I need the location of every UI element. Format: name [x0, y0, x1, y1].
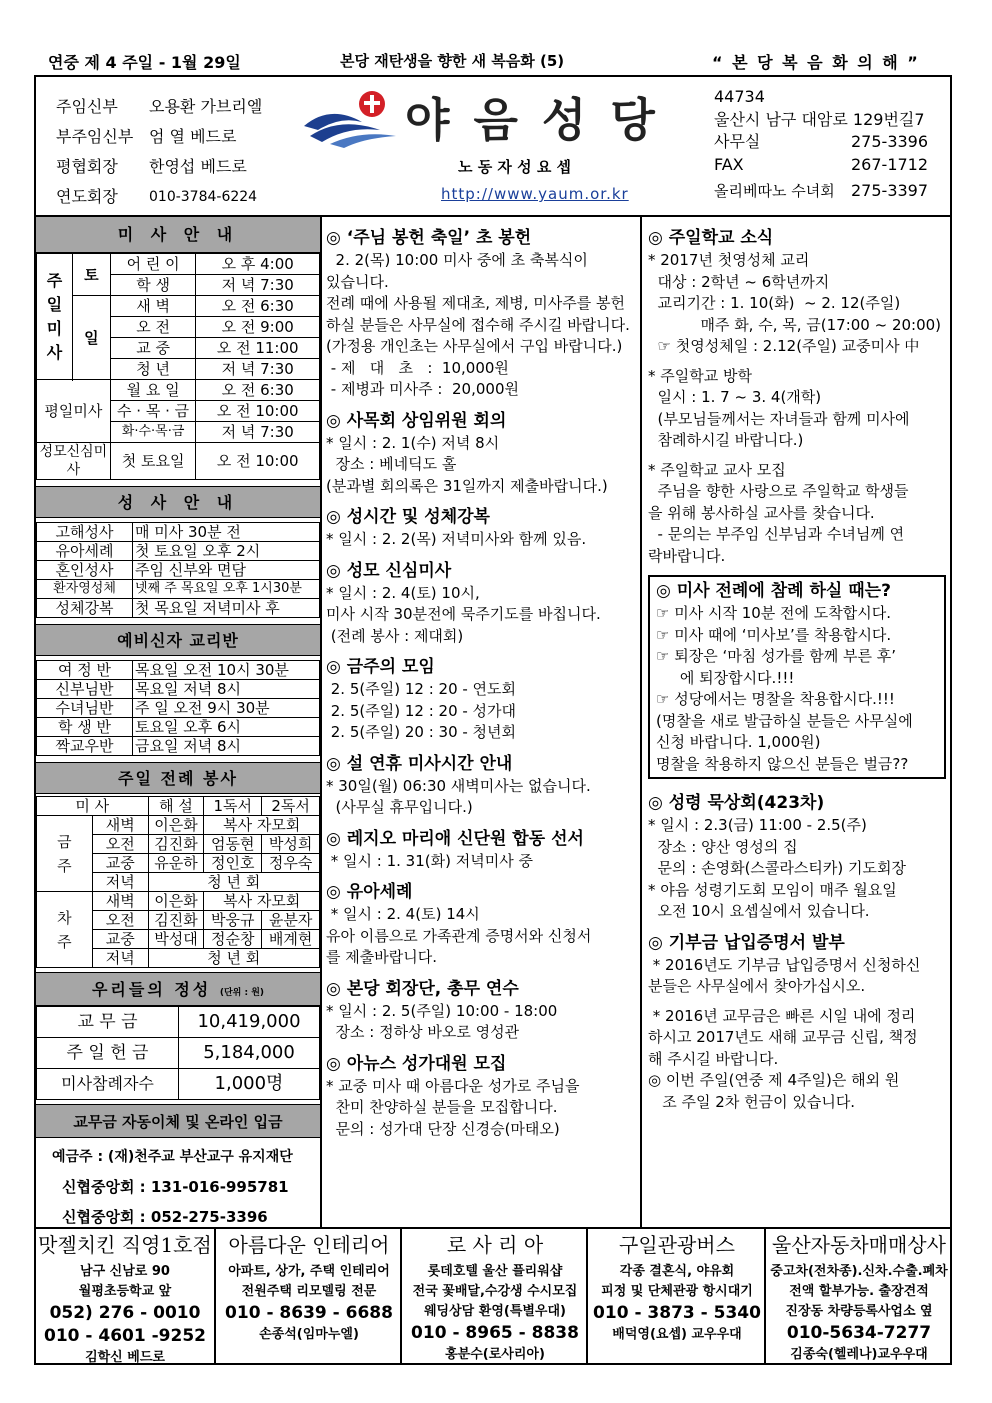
autopay-title: 교무금 자동이체 및 온라인 입금 [36, 1104, 320, 1138]
notice-line: 2. 5(주일) 20 : 30 - 청년회 [326, 723, 517, 741]
autopay-info [36, 1138, 320, 1232]
liturgy-table [36, 796, 320, 968]
staff-list [56, 92, 262, 212]
reader: 박웅규 [204, 911, 262, 930]
mass-schedule-table [36, 253, 320, 480]
notice-section [326, 827, 636, 873]
sacrament-info: 첫 목요일 저녁미사 후 [133, 599, 320, 618]
notice-heading: ◎ 성시간 및 성체강복 [326, 507, 490, 527]
parish-logo-icon [300, 86, 400, 148]
notice-line: ☞ 미사 때에 ‘미사보’를 착용합시다. [656, 625, 892, 644]
commentator: 유운하 [148, 854, 204, 873]
notice-heading: ◎ 주일학교 소식 [648, 228, 774, 248]
mass-time: 오 전 11:00 [196, 338, 320, 359]
ad-line: 010 - 8639 - 6688 [225, 1303, 393, 1323]
mass-slot: 저녁 [92, 873, 148, 892]
notice-line: (사무실 휴무입니다.) [326, 798, 473, 816]
ad-line: 아파트, 상가, 주택 인테리어 [228, 1264, 390, 1279]
mass-time: 오 후 4:00 [196, 254, 320, 275]
sacrament-info: 매 미사 30분 전 [133, 523, 320, 542]
notice-line: 매주 화, 수, 목, 금(17:00 ~ 20:00) [648, 315, 942, 334]
offering-amount: 10,419,000 [179, 1007, 320, 1038]
staff-person: 오용환 가브리엘 [149, 97, 263, 116]
ad-line: 전원주택 리모델링 전문 [241, 1284, 377, 1299]
mass-time: 저 녁 7:30 [196, 422, 320, 443]
notice-line: ☞ 첫영성체일 : 2.12(주일) 교중미사 中 [648, 337, 920, 355]
zip-code: 44734 [714, 87, 765, 106]
ad-line: 010 - 8965 - 8838 [411, 1323, 579, 1343]
notice-line: 주님을 향한 사랑으로 주일학교 학생들 [648, 482, 909, 500]
commentator: 이은화 [148, 816, 204, 835]
notice-heading: ◎ 유아세례 [326, 882, 413, 902]
advertisement [590, 1228, 766, 1365]
ad-line: 홍분수(로사리아) [445, 1347, 545, 1362]
notice-section [326, 226, 636, 401]
sunday-label: 일 [72, 296, 110, 380]
notice-line: 유아 이름으로 가족관계 증명서와 신청서 [326, 926, 592, 945]
notice-line: * 30일(월) 06:30 새벽미사는 없습니다. [326, 776, 591, 795]
notice-line: 대상 : 2학년 ~ 6학년까지 [648, 272, 830, 291]
notice-line: ☞ 성당에서는 명찰을 착용합시다.!!! [656, 690, 895, 708]
notice-heading: ◎ 성모 신심미사 [326, 560, 452, 581]
heart-mass-label: 성모신심미사 [37, 443, 111, 480]
notice-line: 분들은 사무실에서 찾아가십시오. [648, 977, 866, 995]
notice-line: * 일시 : 1. 31(화) 저녁미사 중 [326, 851, 533, 870]
notice-line: 장소 : 베네딕도 홀 [326, 455, 457, 473]
notice-section [326, 977, 636, 1044]
ad-line: 김학신 베드로 [85, 1350, 165, 1365]
mass-slot: 오전 [92, 835, 148, 854]
staff-role: 연도회장 [56, 187, 118, 206]
staff-role: 부주임신부 [56, 127, 134, 146]
notice-line: 참례하시길 바랍니다.) [648, 431, 804, 449]
mass-name: 청 년 [110, 359, 196, 380]
notice-line: 있습니다. [326, 272, 389, 291]
staff-role: 평협회장 [56, 157, 118, 176]
mass-name: 첫 토요일 [110, 443, 196, 480]
notice-line: 신청 바랍니다. 1,000원) [656, 733, 821, 751]
notice-line: 장소 : 양산 영성의 집 [648, 837, 798, 856]
class-time: 토요일 오후 6시 [133, 718, 320, 737]
offering-unit: (단위 : 원) [219, 988, 265, 998]
left-column [36, 217, 320, 1232]
reader: 복사 자모회 [204, 892, 320, 911]
notice-line: 찬미 찬양하실 분들을 모집합니다. [326, 1098, 558, 1116]
notice-line: 를 제출바랍니다. [326, 948, 437, 966]
notice-line: - 제병과 미사주 : 20,000원 [326, 380, 519, 398]
notice-heading: ◎ 미사 전례에 참례 하실 때는? [656, 581, 891, 601]
mass-slot: 교중 [92, 930, 148, 949]
divider [640, 215, 642, 1228]
ad-line: 손종석(임마누엘) [259, 1327, 359, 1342]
class-name: 수녀님반 [37, 699, 133, 718]
advertisement [768, 1228, 950, 1365]
reader: 윤분자 [262, 911, 320, 930]
commentator: 이은화 [148, 892, 204, 911]
notice-section [326, 505, 636, 551]
notice-section [326, 559, 636, 648]
advertisement [36, 1228, 216, 1365]
notice-section [326, 655, 636, 744]
office-label: 사무실 [714, 132, 761, 151]
convent-label: 올리베따노 수녀회 [714, 182, 835, 200]
notice-line: 조 주일 2차 헌금이 있습니다. [648, 1092, 856, 1111]
fax-number: 267-1712 [851, 154, 929, 174]
notice-line: * 2017년 첫영성체 교리 [648, 251, 810, 269]
offering-label: 교 무 금 [37, 1007, 179, 1038]
mass-time: 오 전 6:30 [196, 380, 320, 401]
mass-slot: 새벽 [92, 892, 148, 911]
parish-patron: 노 동 자 성 요 셉 [458, 158, 572, 176]
ad-line: 배덕영(요셉) 교우우대 [612, 1327, 742, 1342]
parish-notices-column [648, 226, 946, 1121]
advertisement [404, 1228, 588, 1365]
divider [320, 215, 322, 1228]
notice-section [326, 409, 636, 498]
col-commentary: 해 설 [148, 797, 204, 816]
catechumen-title: 예비신자 교리반 [36, 624, 320, 656]
notice-line: 명찰을 착용하지 않으신 분들은 벌금?? [656, 754, 909, 773]
ad-line: 010 - 3873 - 5340 [593, 1303, 761, 1323]
sacraments-title: 성 사 안 내 [36, 486, 320, 518]
issue-date: 연중 제 4 주일 - 1월 29일 [48, 53, 241, 72]
class-name: 학 생 반 [37, 718, 133, 737]
class-name: 여 정 반 [37, 661, 133, 680]
notice-line: 교리기간 : 1. 10(화) ~ 2. 12(주일) [648, 294, 901, 312]
mass-time: 저 녁 7:30 [196, 275, 320, 296]
mass-time: 오 전 9:00 [196, 317, 320, 338]
notice-line: (부모님들께서는 자녀들과 함께 미사에 [648, 409, 910, 428]
ad-line: 월평초등학교 앞 [78, 1284, 172, 1299]
offering-amount: 5,184,000 [179, 1038, 320, 1069]
notice-line: 오전 10시 요셉실에서 있습니다. [648, 902, 870, 920]
catechumen-table [36, 660, 320, 756]
notice-line: 장소 : 정하상 바오로 영성관 [326, 1023, 520, 1041]
notice-box [648, 575, 946, 779]
notice-line: (분과별 회의록은 31일까지 제출바랍니다.) [326, 476, 608, 495]
mass-name: 어 린 이 [110, 254, 196, 275]
address: 울산시 남구 대암로 129번길7 [714, 109, 925, 129]
col-mass: 미 사 [37, 797, 149, 816]
notice-line: 미사 시작 30분전에 묵주기도를 바칩니다. [326, 605, 601, 623]
mass-guide-title: 미 사 안 내 [36, 217, 320, 253]
mass-name: 학 생 [110, 275, 196, 296]
commentator: 김진화 [148, 835, 204, 854]
notice-section [648, 791, 946, 923]
ad-title: 맛젤치킨 직영1호점 [38, 1233, 212, 1257]
year-motto: “ 본 당 복 음 화 의 해 ” [712, 53, 920, 72]
class-time: 금요일 저녁 8시 [133, 737, 320, 756]
notice-line: 락바랍니다. [648, 546, 726, 565]
liturgy-title: 주일 전례 봉사 [36, 762, 320, 794]
notice-heading: ◎ 금주의 모임 [326, 657, 435, 677]
mass-name: 수 · 목 · 금 [110, 401, 196, 422]
fax-label: FAX [714, 154, 744, 174]
reader: 박성희 [262, 835, 320, 854]
notice-heading: ◎ 성령 묵상회(423차) [648, 793, 825, 813]
notice-line: * 야음 성령기도회 모임이 매주 월요일 [648, 880, 897, 899]
offering-amount: 1,000명 [179, 1069, 320, 1100]
ad-title: 구일관광버스 [619, 1233, 735, 1257]
sacrament-name: 환자영성체 [37, 580, 133, 599]
sacrament-info: 첫 토요일 오후 2시 [133, 542, 320, 561]
notice-line: ◎ 이번 주일(연중 제 4주일)은 해외 원 [648, 1071, 900, 1089]
ad-line: 중고차(전차종).신차.수출.폐차 [770, 1264, 948, 1279]
notice-line: 일시 : 1. 7 ~ 3. 4(개학) [648, 388, 822, 406]
ad-line: 전국 꽃배달,수강생 수시모집 [412, 1284, 578, 1299]
advertisement [218, 1228, 402, 1365]
parish-name: 야 음 성 당 [405, 93, 659, 147]
weekday-mass-label: 평일미사 [37, 380, 111, 443]
notice-line: 해 주시길 바랍니다. [648, 1049, 779, 1068]
mass-name: 오 전 [110, 317, 196, 338]
notice-line [648, 358, 946, 366]
notice-line: * 일시 : 2. 4(토) 14시 [326, 905, 480, 923]
ad-line: 052) 276 - 0010 [49, 1303, 201, 1323]
staff-role: 주임신부 [56, 97, 118, 116]
ad-line: 남구 신남로 90 [80, 1264, 170, 1279]
mass-name: 새 벽 [110, 296, 196, 317]
sacrament-name: 성체강복 [37, 599, 133, 618]
reader: 정인호 [204, 854, 262, 873]
reader: 배계현 [262, 930, 320, 949]
notice-heading: ◎ ‘주님 봉헌 축일’ 초 봉헌 [326, 228, 532, 248]
class-time: 목요일 저녁 8시 [133, 680, 320, 699]
notice-line: (가정용 개인초는 사무실에서 구입 바랍니다.) [326, 337, 623, 355]
notice-line [648, 452, 946, 460]
ad-title: 울산자동차매매상사 [772, 1233, 946, 1257]
mass-slot: 교중 [92, 854, 148, 873]
notice-heading: ◎ 기부금 납입증명서 발부 [648, 932, 845, 953]
mass-name: 화·수·목·금 [110, 422, 196, 443]
notice-line: 문의 : 성가대 단장 신경승(마태오) [326, 1119, 560, 1138]
notice-line: 2. 5(주일) 12 : 20 - 연도회 [326, 680, 517, 698]
notice-section [648, 931, 946, 1114]
evangelization-slogan: 본당 재탄생을 향한 새 복음화 (5) [340, 52, 565, 70]
staff-person: 010-3784-6224 [149, 189, 258, 205]
contact-block [714, 86, 928, 203]
mass-time: 오 전 6:30 [196, 296, 320, 317]
notice-line: 2. 5(주일) 12 : 20 - 성가대 [326, 701, 517, 720]
ad-line: 010 - 4601 -9252 [44, 1326, 206, 1346]
sacrament-info: 넷째 주 목요일 오후 1시30분 [133, 580, 320, 599]
commentator: 김진화 [148, 911, 204, 930]
col-reading1: 1독서 [204, 797, 262, 816]
offering-label: 주 일 헌 금 [37, 1038, 179, 1069]
notice-line [648, 998, 946, 1006]
ad-title: 아름다운 인테리어 [228, 1233, 390, 1257]
parish-website-link[interactable]: http://www.yaum.or.kr [441, 185, 629, 203]
class-name: 신부님반 [37, 680, 133, 699]
notice-line: * 일시 : 2. 1(수) 저녁 8시 [326, 433, 500, 452]
ad-line: 각종 결혼식, 야유회 [619, 1264, 735, 1279]
sunday-mass-label: 주 일 미 사 [37, 254, 73, 380]
notice-line: * 주일학교 방학 [648, 366, 752, 385]
notice-line: * 일시 : 2. 4(토) 10시, [326, 583, 480, 602]
notice-line: 을 위해 봉사하실 교사를 찾습니다. [648, 503, 875, 522]
ad-line: 010-5634-7277 [786, 1323, 932, 1343]
saturday-label: 토 [72, 254, 110, 296]
offering-label: 미사참례자수 [37, 1069, 179, 1100]
ad-line: 김종숙(헬레나)교우우대 [790, 1347, 928, 1362]
reader: 정순창 [204, 930, 262, 949]
news-column [326, 226, 636, 1148]
notice-line: 에 퇴장합시다.!!! [656, 668, 795, 687]
notice-line: 문의 : 손영화(스콜라스티카) 기도회장 [648, 859, 906, 877]
notice-line: * 일시 : 2. 2(목) 저녁미사와 함께 있음. [326, 530, 587, 548]
notice-line: ☞ 미사 시작 10분 전에 도착합시다. [656, 604, 892, 622]
ad-line: 웨딩상담 환영(특별우대) [424, 1304, 566, 1319]
notice-heading: ◎ 아뉴스 성가대원 모집 [326, 1053, 507, 1074]
class-time: 주 일 오전 9시 30분 [133, 699, 320, 718]
offering-table [36, 1006, 320, 1100]
account-number: 신협중앙회 : 052-275-3396 [62, 1208, 268, 1226]
reader: 엄동현 [204, 835, 262, 854]
commentator: 박성대 [148, 930, 204, 949]
mass-time: 오 전 10:00 [196, 401, 320, 422]
notice-line: 하시고 2017년도 새해 교무금 신립, 책정 [648, 1028, 918, 1046]
ad-line: 전액 할부가능. 출장견적 [789, 1284, 929, 1299]
mass-name: 교 중 [110, 338, 196, 359]
notice-line: ☞ 퇴장은 ‘마침 성가를 함께 부른 후’ [656, 647, 896, 665]
notice-section [326, 752, 636, 819]
mass-time: 저 녁 7:30 [196, 359, 320, 380]
notice-line: 2. 2(목) 10:00 미사 중에 초 축복식이 [326, 251, 588, 269]
offering-title: 우리들의 정성 (단위 : 원) [36, 972, 320, 1006]
notice-line: - 문의는 부주임 신부님과 수녀님께 연 [648, 525, 905, 543]
mass-slot: 새벽 [92, 816, 148, 835]
notice-line: * 일시 : 2. 5(주일) 10:00 - 18:00 [326, 1001, 558, 1020]
office-phone: 275-3396 [851, 132, 929, 151]
notice-line: 하실 분들은 사무실에 접수해 주시길 바랍니다. [326, 315, 630, 334]
reader: 복사 자모회 [204, 816, 320, 835]
sacraments-table [36, 522, 320, 618]
mass-name: 월 요 일 [110, 380, 196, 401]
ad-line: 롯데호텔 울산 플리워샵 [427, 1264, 563, 1279]
ad-line: 진장동 차량등록사업소 옆 [785, 1304, 933, 1319]
notice-heading: ◎ 레지오 마리애 신단원 합동 선서 [326, 828, 584, 849]
notice-line: (전례 봉사 : 제대회) [326, 626, 464, 645]
notice-line: * 2016년 교무금은 빠른 시일 내에 정리 [648, 1006, 916, 1025]
class-name: 짝교우반 [37, 737, 133, 756]
staff-person: 엄 열 베드로 [149, 127, 237, 146]
sacrament-name: 혼인성사 [37, 561, 133, 580]
notice-line: * 2016년도 기부금 납입증명서 신청하신 [648, 955, 921, 974]
staff-person: 한영섭 베드로 [149, 157, 247, 176]
reader: 정우숙 [262, 854, 320, 873]
class-time: 목요일 오전 10시 30분 [133, 661, 320, 680]
col-reading2: 2독서 [262, 797, 320, 816]
next-week-label: 차 주 [37, 892, 93, 968]
servers: 청 년 회 [148, 873, 319, 892]
sacrament-info: 주임 신부와 면담 [133, 561, 320, 580]
mass-slot: 저녁 [92, 949, 148, 968]
notice-line: * 일시 : 2.3(금) 11:00 - 2.5(주) [648, 816, 867, 834]
notice-heading: ◎ 사목회 상임위원 회의 [326, 410, 507, 431]
notice-line: * 교중 미사 때 아름다운 성가로 주님을 [326, 1076, 580, 1095]
ad-line: 피정 및 단체관광 항시대기 [601, 1284, 753, 1299]
ad-title: 로 사 리 아 [446, 1233, 544, 1257]
sacrament-name: 유아세례 [37, 542, 133, 561]
mass-time: 오 전 10:00 [196, 443, 320, 480]
notice-section [326, 880, 636, 969]
convent-phone: 275-3397 [851, 181, 929, 200]
notice-heading: ◎ 본당 회장단, 총무 연수 [326, 978, 519, 999]
sacrament-name: 고해성사 [37, 523, 133, 542]
servers: 청 년 회 [148, 949, 319, 968]
notice-line: 전례 때에 사용될 제대초, 제병, 미사주를 봉헌 [326, 294, 625, 312]
this-week-label: 금 주 [37, 816, 93, 892]
notice-section [648, 226, 946, 567]
notice-line: - 제 대 초 : 10,000원 [326, 358, 509, 377]
notice-section [326, 1052, 636, 1141]
notice-heading: ◎ 설 연휴 미사시간 안내 [326, 753, 513, 774]
account-number: 신협중앙회 : 131-016-995781 [62, 1178, 289, 1196]
notice-line: (명찰을 새로 발급하실 분들은 사무실에 [656, 711, 913, 730]
mass-slot: 오전 [92, 911, 148, 930]
account-holder: 예금주 : (재)천주교 부산교구 유지재단 [52, 1149, 293, 1165]
notice-line: * 주일학교 교사 모집 [648, 460, 786, 479]
